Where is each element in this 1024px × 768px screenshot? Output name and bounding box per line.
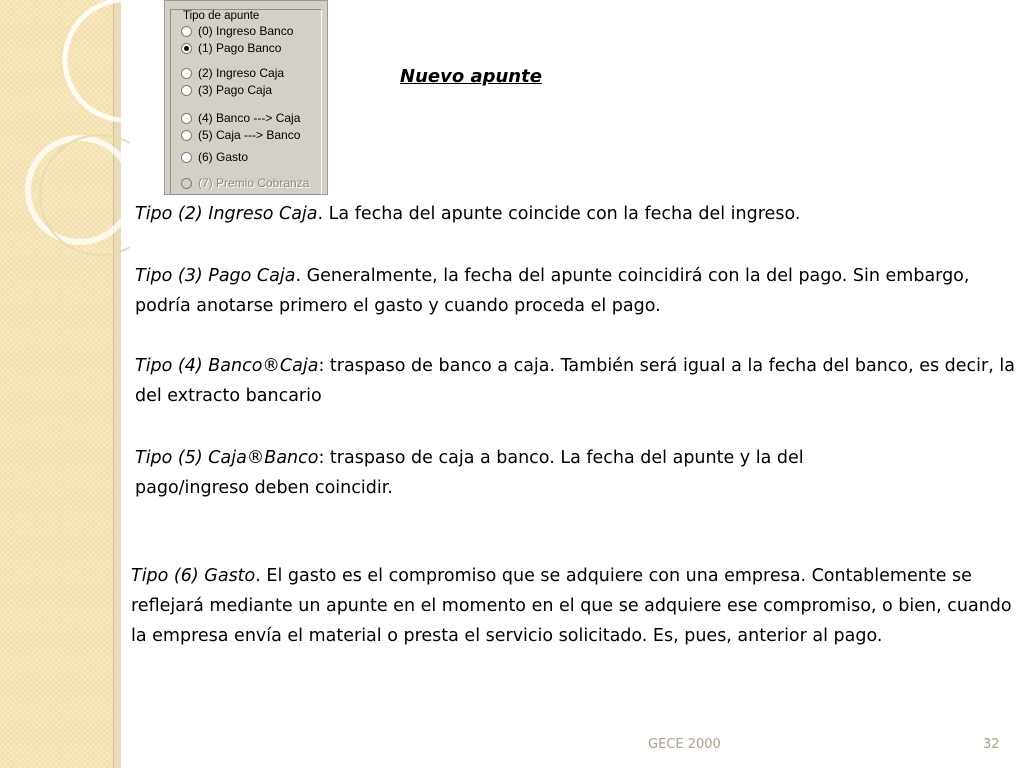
deco-circle-mid bbox=[28, 138, 130, 242]
option-label: (7) Premio Cobranza bbox=[198, 176, 310, 190]
paragraph-text: : traspaso de caja a banco. La fecha del apunte y la del pago/ingreso deben coincidir. bbox=[135, 448, 804, 498]
paragraph-lead: Tipo (4) Banco®Caja bbox=[135, 356, 319, 376]
page-number: 32 bbox=[983, 737, 1000, 752]
option-label: (2) Ingreso Caja bbox=[198, 66, 285, 80]
option-label: (0) Ingreso Banco bbox=[198, 24, 294, 38]
option-label: (5) Caja ---> Banco bbox=[198, 128, 301, 142]
paragraph-lead: Tipo (5) Caja®Banco bbox=[135, 448, 319, 468]
paragraph-text: . La fecha del apunte coincide con la fecha del ingreso. bbox=[317, 204, 801, 224]
tipo-apunte-dialog bbox=[164, 0, 328, 195]
radio-icon[interactable] bbox=[181, 26, 192, 37]
paragraph-lead: Tipo (2) Ingreso Caja bbox=[135, 204, 318, 224]
paragraph-pago-caja bbox=[135, 261, 1005, 321]
radio-icon[interactable] bbox=[181, 68, 192, 79]
paragraph-gasto bbox=[131, 561, 1021, 651]
option-pago-caja[interactable] bbox=[181, 83, 272, 97]
option-caja-banco[interactable] bbox=[181, 128, 300, 142]
paragraph-lead: Tipo (6) Gasto bbox=[131, 566, 256, 586]
tipo-apunte-group bbox=[170, 9, 322, 195]
paragraph-lead: Tipo (3) Pago Caja bbox=[135, 266, 296, 286]
footer-label: GECE 2000 bbox=[648, 737, 721, 752]
radio-checked-icon[interactable] bbox=[181, 43, 192, 54]
paragraph-text: : traspaso de banco a caja. También será igual a la fecha del banco, es decir, la del extracto bancario bbox=[135, 356, 1015, 406]
paragraph-banco-caja bbox=[135, 351, 1015, 411]
option-label: (1) Pago Banco bbox=[198, 41, 282, 55]
option-ingreso-banco[interactable] bbox=[181, 24, 293, 38]
radio-icon[interactable] bbox=[181, 152, 192, 163]
radio-icon[interactable] bbox=[181, 85, 192, 96]
radio-disabled-icon bbox=[181, 178, 192, 189]
option-banco-caja[interactable] bbox=[181, 111, 300, 125]
option-gasto[interactable] bbox=[181, 150, 248, 164]
option-premio-cobranza bbox=[181, 176, 309, 190]
paragraph-ingreso-caja bbox=[135, 199, 1015, 229]
deco-circle-large bbox=[65, 0, 130, 120]
option-label: (4) Banco ---> Caja bbox=[198, 111, 301, 125]
option-label: (3) Pago Caja bbox=[198, 83, 273, 97]
option-ingreso-caja[interactable] bbox=[181, 66, 284, 80]
decorative-circles bbox=[0, 0, 130, 330]
radio-icon[interactable] bbox=[181, 113, 192, 124]
paragraph-caja-banco bbox=[135, 443, 915, 503]
paragraph-text: . Generalmente, la fecha del apunte coincidirá con la del pago. Sin embargo, podría anotarse primero el gasto y cuando proceda el pago. bbox=[135, 266, 970, 316]
group-legend: Tipo de apunte bbox=[183, 10, 260, 22]
option-label: (6) Gasto bbox=[198, 150, 249, 164]
option-pago-banco[interactable] bbox=[181, 41, 281, 55]
radio-icon[interactable] bbox=[181, 130, 192, 141]
paragraph-text: . El gasto es el compromiso que se adquiere con una empresa. Contablemente se reflejará mediante un apunte en el momento en el que se adquiere ese compromiso, o bien, cuando la empresa envía el material o presta el servicio solicitado. Es, pues, anterior al pago. bbox=[131, 566, 1012, 646]
page-title: Nuevo apunte bbox=[400, 66, 542, 87]
